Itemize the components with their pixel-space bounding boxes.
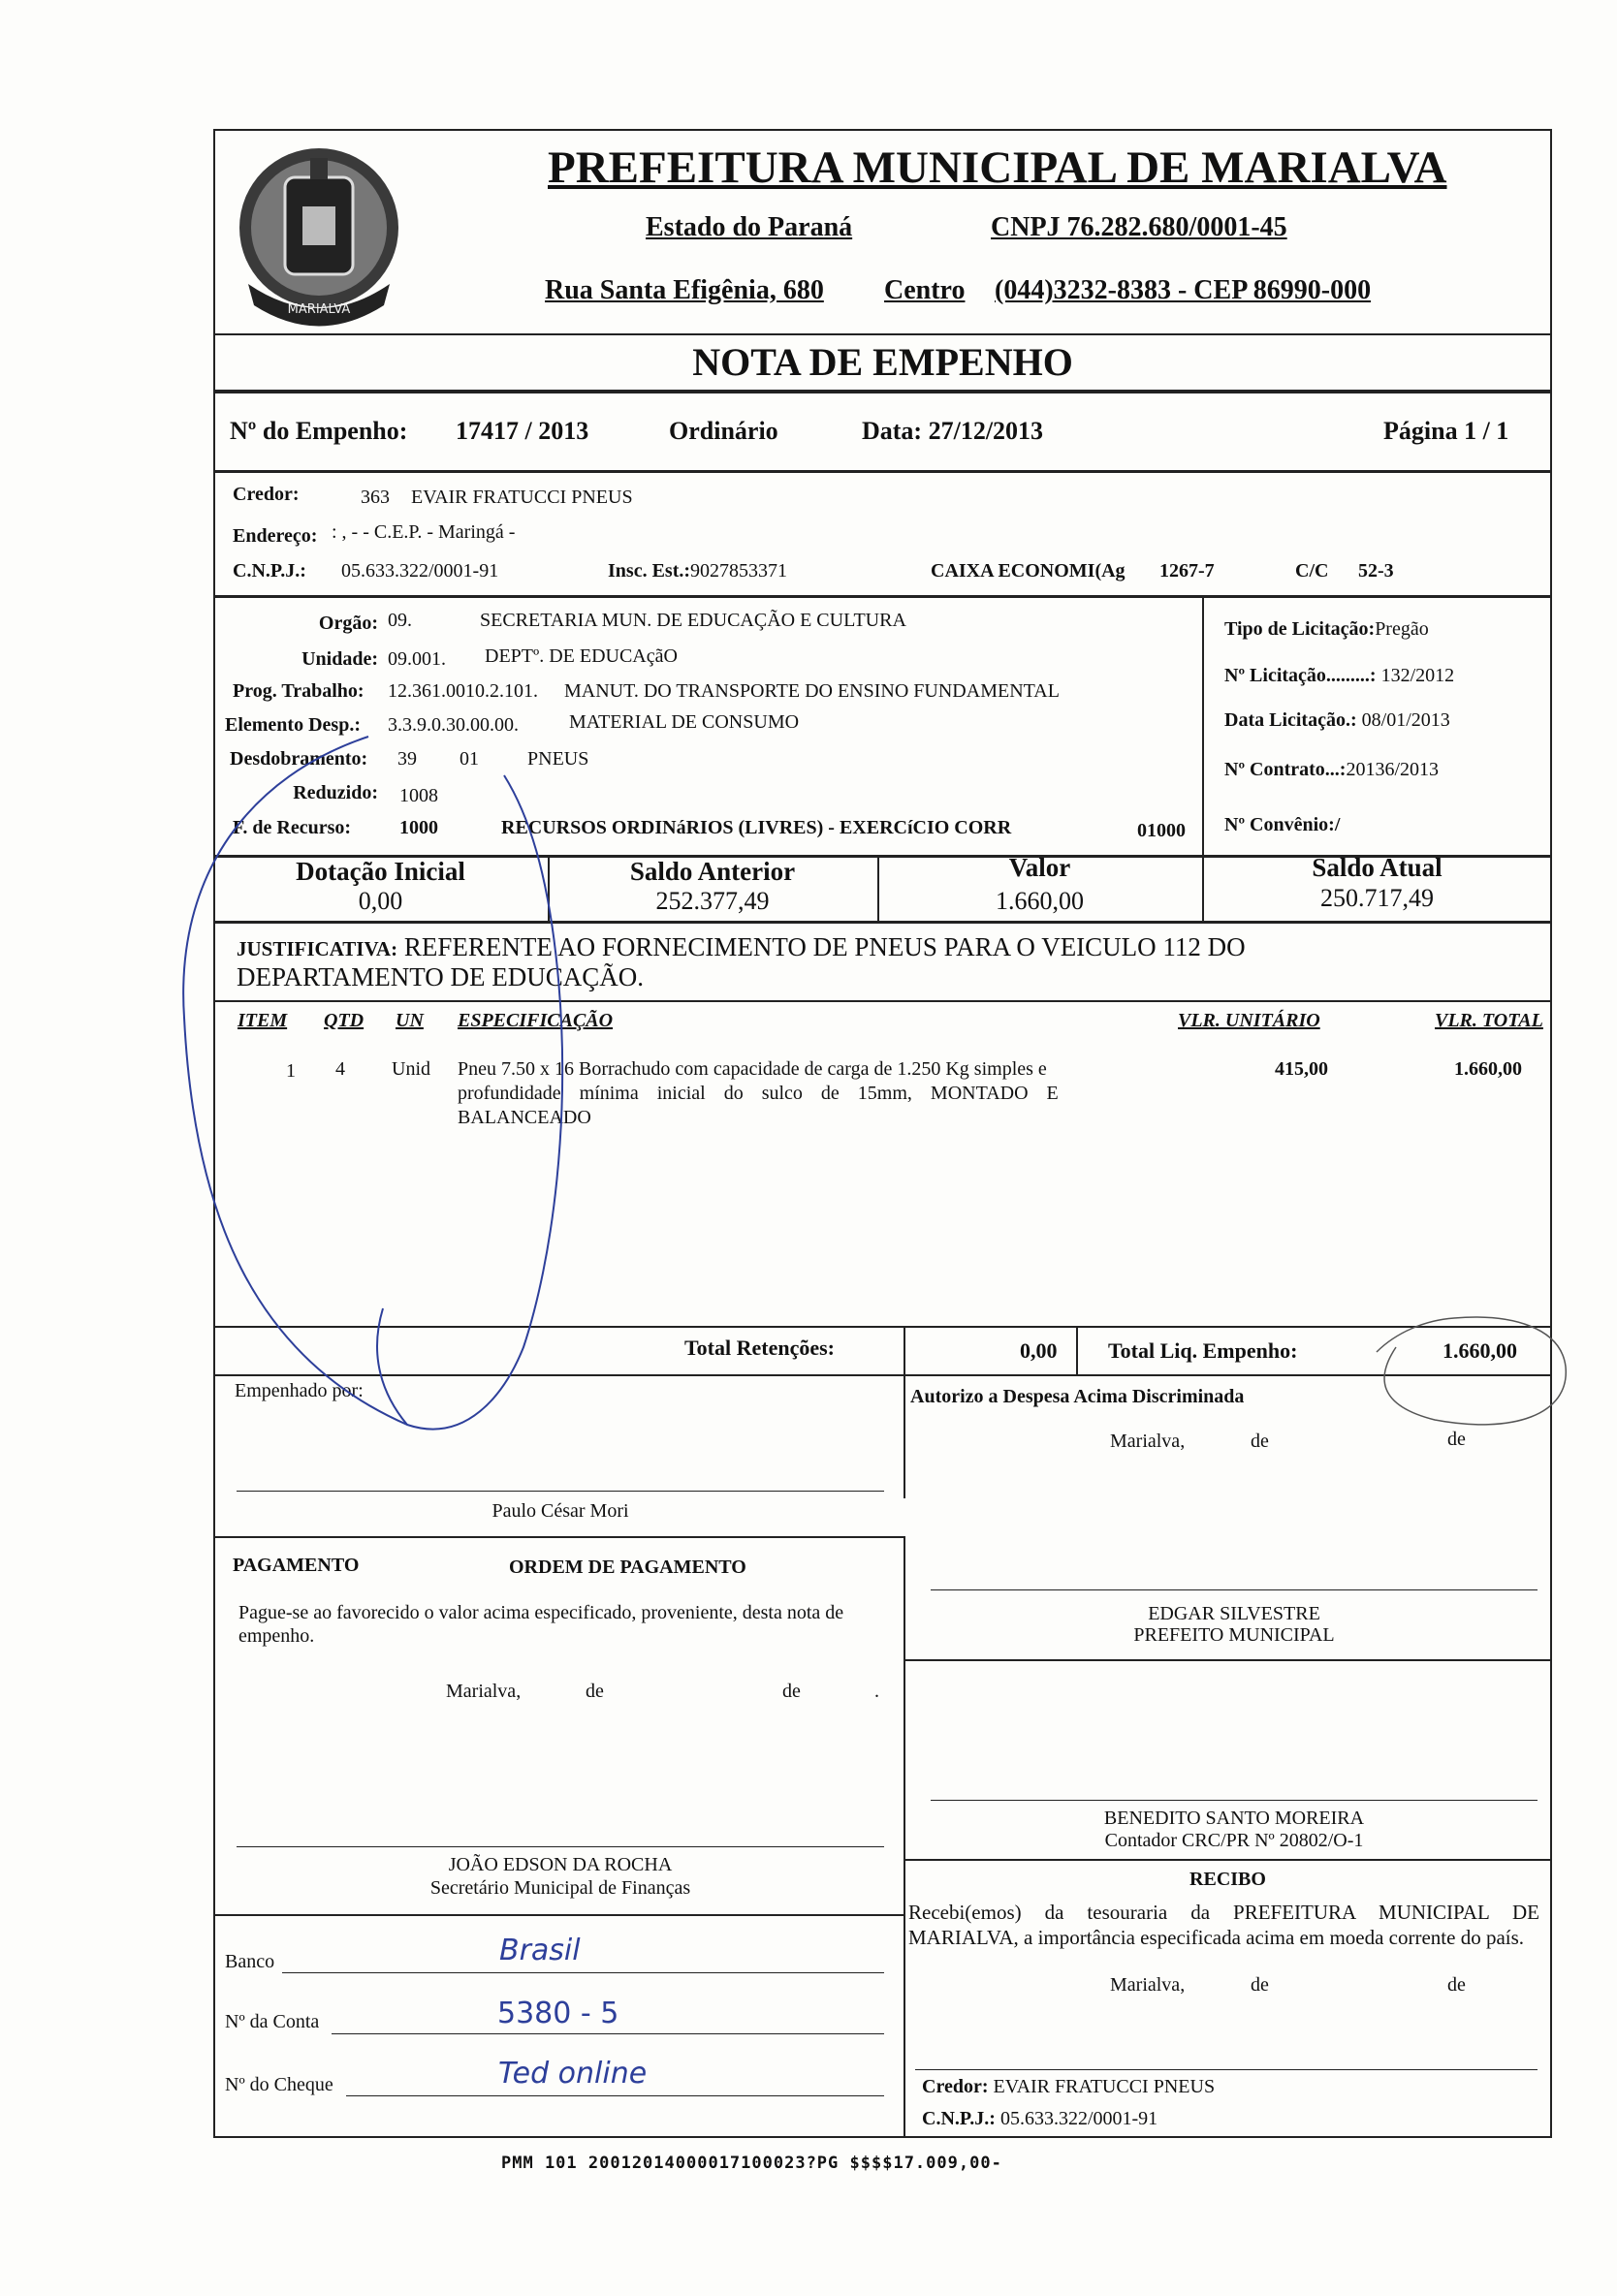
saldo-anterior-value: 252.377,49 xyxy=(655,887,770,915)
data-licitacao-value: 08/01/2013 xyxy=(1361,709,1450,731)
dotacao-value: 0,00 xyxy=(358,887,403,915)
tipo-licitacao-value: Pregão xyxy=(1375,618,1429,640)
prefeito-name: EDGAR SILVESTRE xyxy=(1148,1603,1320,1624)
justificativa-text: REFERENTE AO FORNECIMENTO DE PNEUS PARA O VEICULO 112 DO xyxy=(403,932,1246,961)
desdob-label: Desdobramento: xyxy=(230,748,368,770)
cheque-value: Ted online xyxy=(498,2057,648,2091)
autorizo-de2: de xyxy=(1447,1429,1466,1450)
bank-name: CAIXA ECONOMI(Ag xyxy=(931,560,1126,582)
svg-text:MARIALVA: MARIALVA xyxy=(287,302,351,317)
pagamento-city: Marialva, xyxy=(446,1681,522,1702)
header-cnpj: CNPJ 76.282.680/0001-45 xyxy=(991,212,1287,242)
cheque-label: Nº do Cheque xyxy=(225,2074,333,2095)
valor-label: Valor xyxy=(1008,853,1071,882)
credor-cnpj: 05.633.322/0001-91 xyxy=(341,560,499,582)
pagamento-label: PAGAMENTO xyxy=(233,1555,360,1576)
recibo-credor-value: EVAIR FRATUCCI PNEUS xyxy=(993,2076,1216,2097)
col-un: UN xyxy=(396,1010,424,1031)
empenho-date: Data: 27/12/2013 xyxy=(862,417,1044,445)
header-address: Rua Santa Efigênia, 680 xyxy=(545,275,824,305)
pagamento-de1: de xyxy=(586,1681,604,1702)
header-title: PREFEITURA MUNICIPAL DE MARIALVA xyxy=(548,142,1447,193)
liq-empenho-label: Total Liq. Empenho: xyxy=(1108,1338,1298,1363)
retencoes-label: Total Retenções: xyxy=(684,1336,835,1360)
reduzido-value: 1008 xyxy=(399,785,438,806)
cc-label: C/C xyxy=(1295,560,1329,582)
recibo-credor-label: Credor: xyxy=(922,2076,989,2097)
recurso-code: 1000 xyxy=(399,817,438,838)
pagamento-text: Pague-se ao favorecido o valor acima especificado, proveniente, desta nota de empenho. xyxy=(238,1602,844,1647)
item-qtd: 4 xyxy=(335,1058,345,1080)
recibo-de2: de xyxy=(1447,1974,1466,1996)
empenho-label: Nº do Empenho: xyxy=(230,417,408,445)
footer-code: PMM 101 20012014000017100023?PG $$$$17.009,00- xyxy=(501,2154,1002,2173)
num-licitacao-label: Nº Licitação.........: xyxy=(1224,665,1377,686)
unidade-code: 09.001. xyxy=(388,648,446,670)
col-qtd: QTD xyxy=(324,1010,365,1031)
tipo-licitacao-label-text: Tipo de Licitação: xyxy=(1224,618,1376,640)
recurso-label: F. de Recurso: xyxy=(233,817,352,838)
recibo-cnpj-label: C.N.P.J.: xyxy=(922,2108,996,2129)
prog-code: 12.361.0010.2.101. xyxy=(388,680,538,702)
orgao-code: 09. xyxy=(388,610,412,631)
cc-value: 52-3 xyxy=(1358,560,1394,582)
header-district: Centro xyxy=(884,275,966,305)
dotacao-label: Dotação Inicial xyxy=(296,857,465,886)
num-licitacao-value: 132/2012 xyxy=(1380,665,1455,686)
col-vlr-total: VLR. TOTAL xyxy=(1435,1010,1543,1031)
contador-role: Contador CRC/PR Nº 20802/O-1 xyxy=(1104,1830,1364,1851)
insc-value: 9027853371 xyxy=(690,560,787,582)
saldo-anterior-label: Saldo Anterior xyxy=(629,857,796,886)
prog-name: MANUT. DO TRANSPORTE DO ENSINO FUNDAMENTAL xyxy=(564,680,1060,702)
item-un: Unid xyxy=(392,1058,430,1080)
banco-value: Brasil xyxy=(499,1934,581,1967)
empenho-page: Página 1 / 1 xyxy=(1383,417,1509,445)
elemento-code: 3.3.9.0.30.00.00. xyxy=(388,714,519,736)
item-vlr-unit: 415,00 xyxy=(1275,1058,1328,1080)
recibo-label: RECIBO xyxy=(1189,1869,1266,1890)
col-espec: ESPECIFICAÇÃO xyxy=(458,1010,614,1031)
recibo-city: Marialva, xyxy=(1110,1974,1186,1996)
elemento-name: MATERIAL DE CONSUMO xyxy=(569,711,800,733)
saldo-atual-value: 250.717,49 xyxy=(1320,884,1434,912)
ordem-pagamento-label: ORDEM DE PAGAMENTO xyxy=(509,1557,746,1578)
autorizo-label: Autorizo a Despesa Acima Discriminada xyxy=(910,1386,1245,1407)
pagamento-de2: de xyxy=(782,1681,801,1702)
endereco-value: : , - - C.E.P. - Maringá - xyxy=(332,521,516,543)
autorizo-de1: de xyxy=(1251,1431,1269,1452)
prefeito-role: PREFEITO MUNICIPAL xyxy=(1133,1624,1335,1646)
empenhado-label: Empenhado por: xyxy=(235,1380,364,1401)
insc-label: Insc. Est.: xyxy=(608,560,691,582)
recibo-text: Recebi(emos) da tesouraria da PREFEITURA MUNICIPAL DE MARIALVA, a importância especificada acima em moeda corrente do país. xyxy=(908,1901,1539,1949)
col-item: ITEM xyxy=(238,1010,288,1031)
contador-name: BENEDITO SANTO MOREIRA xyxy=(1103,1808,1365,1829)
endereco-label: Endereço: xyxy=(233,525,318,547)
conta-value: 5380 - 5 xyxy=(497,1997,619,2030)
banco-label: Banco xyxy=(225,1951,275,1972)
credor-cnpj-label: C.N.P.J.: xyxy=(233,560,306,582)
secretario-role: Secretário Municipal de Finanças xyxy=(429,1877,691,1899)
orgao-label: Orgão: xyxy=(318,613,378,634)
credor-code: 363 xyxy=(361,487,390,508)
empenho-type: Ordinário xyxy=(669,417,778,445)
convenio-label: Nº Convênio:/ xyxy=(1224,814,1341,835)
elemento-label: Elemento Desp.: xyxy=(225,714,361,736)
recibo-cnpj-value: 05.633.322/0001-91 xyxy=(999,2108,1158,2129)
item-vlr-total: 1.660,00 xyxy=(1454,1058,1522,1080)
header-phone-cep: (044)3232-8383 - CEP 86990-000 xyxy=(995,275,1372,305)
conta-label: Nº da Conta xyxy=(225,2011,320,2032)
secretario-name: JOÃO EDSON DA ROCHA xyxy=(448,1854,673,1875)
contrato-value: 20136/2013 xyxy=(1346,759,1440,780)
data-licitacao-label: Data Licitação.: xyxy=(1224,709,1357,731)
empenho-number: 17417 / 2013 xyxy=(456,417,589,445)
prog-label: Prog. Trabalho: xyxy=(233,680,365,702)
desdob-b: 01 xyxy=(460,748,479,770)
empenhado-signer: Paulo César Mori xyxy=(491,1500,629,1522)
item-number: 1 xyxy=(286,1060,296,1082)
col-vlr-unit: VLR. UNITÁRIO xyxy=(1178,1010,1320,1031)
recurso-num: 01000 xyxy=(1137,820,1186,841)
justificativa-label: JUSTIFICATIVA: xyxy=(237,937,398,960)
orgao-name: SECRETARIA MUN. DE EDUCAÇÃO E CULTURA xyxy=(480,610,906,631)
saldo-atual-label: Saldo Atual xyxy=(1312,853,1443,882)
desdob-name: PNEUS xyxy=(527,748,589,770)
credor-label: Credor: xyxy=(233,484,300,505)
item-espec-line3: BALANCEADO xyxy=(458,1107,591,1128)
item-espec-line1: Pneu 7.50 x 16 Borrachudo com capacidade de carga de 1.250 Kg simples e xyxy=(458,1058,1047,1080)
header-state: Estado do Paraná xyxy=(646,212,853,242)
liq-empenho-value: 1.660,00 xyxy=(1443,1338,1517,1363)
justificativa-line2: DEPARTAMENTO DE EDUCAÇÃO. xyxy=(237,962,644,991)
reduzido-label: Reduzido: xyxy=(293,782,378,803)
valor-value: 1.660,00 xyxy=(996,887,1084,915)
recibo-de1: de xyxy=(1251,1974,1269,1996)
pagamento-dot: . xyxy=(874,1681,879,1702)
unidade-label: Unidade: xyxy=(301,648,378,670)
doc-title: NOTA DE EMPENHO xyxy=(692,340,1073,384)
unidade-name: DEPTº. DE EDUCAçãO xyxy=(485,645,678,667)
desdob-a: 39 xyxy=(397,748,417,770)
credor-name: EVAIR FRATUCCI PNEUS xyxy=(411,487,633,508)
item-espec-line2: profundidade mínima inicial do sulco de 15mm, MONTADO E xyxy=(458,1083,1059,1104)
retencoes-value: 0,00 xyxy=(1020,1338,1058,1363)
autorizo-city: Marialva, xyxy=(1110,1431,1186,1452)
contrato-label: Nº Contrato...: xyxy=(1224,759,1347,780)
recurso-name: RECURSOS ORDINáRIOS (LIVRES) - EXERCíCIO CORR xyxy=(501,817,1012,838)
bank-agency: 1267-7 xyxy=(1159,560,1215,582)
